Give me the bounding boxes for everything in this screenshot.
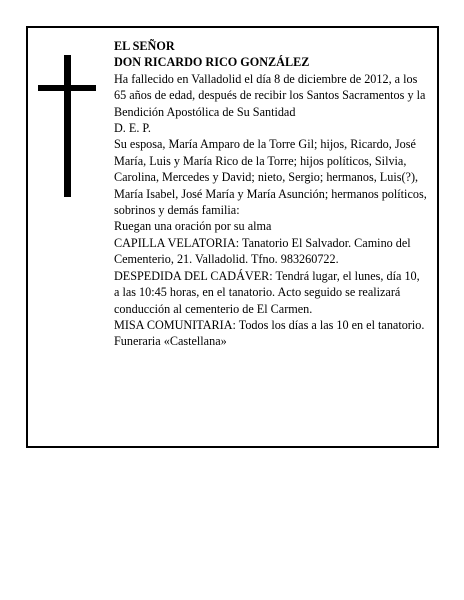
chapel-info: CAPILLA VELATORIA: Tanatorio El Salvador. Camino del Cementerio, 21. Valladolid. Tfno. 983260722. [114,235,411,267]
funeral-home: Funeraria «Castellana» [114,334,227,349]
notice-text [114,38,428,350]
dep-line: D. E. P. [114,121,151,136]
mass-info: MISA COMUNITARIA: Todos los días a las 10 en el tanatorio. [114,317,425,332]
death-announcement: Ha fallecido en Valladolid el día 8 de diciembre de 2012, a los 65 años de edad, después de recibir los Santos Sacramentos y la Bendición Apostólica de Su Santidad [114,71,426,119]
deceased-name: DON RICARDO RICO GONZÁLEZ [114,55,310,70]
farewell-info: DESPEDIDA DEL CADÁVER: Tendrá lugar, el lunes, día 10, a las 10:45 horas, en el tanatorio. Acto seguido se realizará conducción al cementerio de El Carmen. [114,268,420,316]
cross-icon [38,55,96,197]
title-line-1: EL SEÑOR [114,39,175,53]
cross-horizontal-bar [38,85,96,91]
cross-vertical-bar [64,55,71,197]
prayer-request: Ruegan una oración por su alma [114,219,272,234]
family-paragraph: Su esposa, María Amparo de la Torre Gil; hijos, Ricardo, José María, Luis y María Rico de la Torre; hijos políticos, Silvia, Carolina, Mercedes y David; nieto, Sergio; hermanos, Luis(?), María Isabel, José María y María Asunción; hermanos políticos, sobrinos y demás familia: [114,137,427,218]
